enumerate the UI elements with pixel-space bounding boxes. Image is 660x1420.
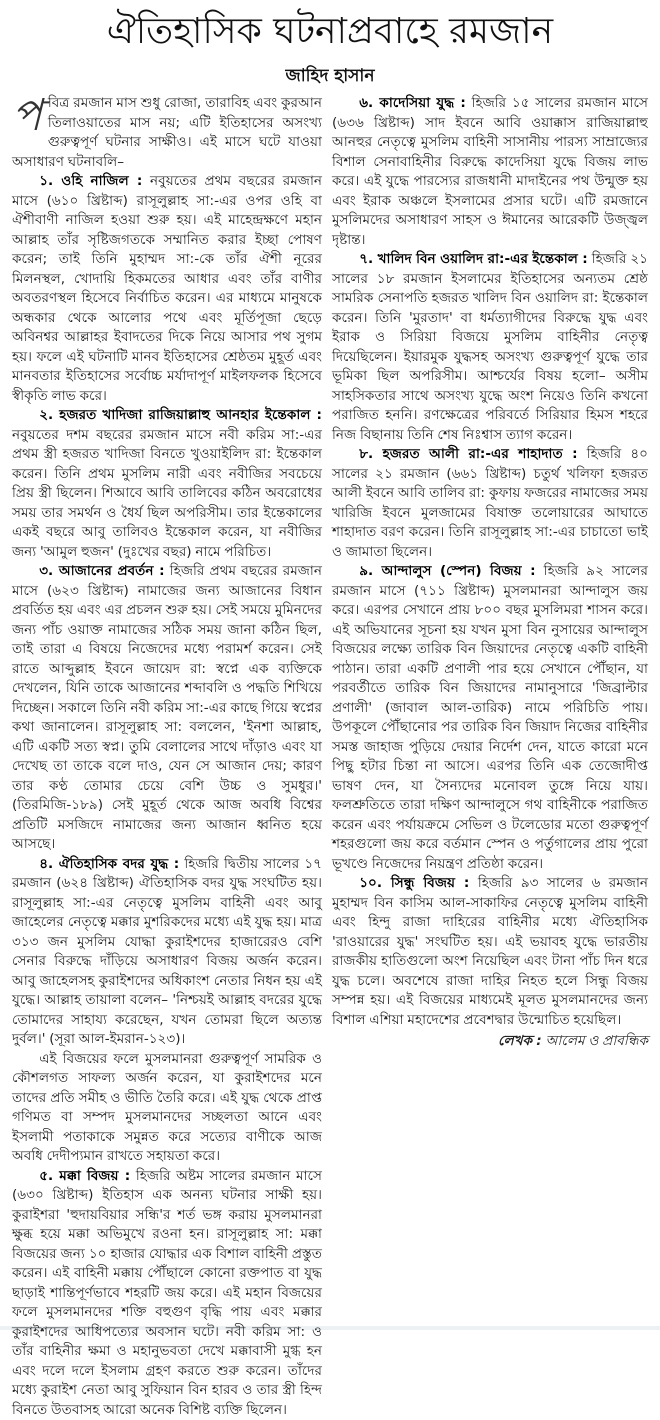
section-heading: ২. হজরত খাদিজা রাজিয়াল্লাহু আনহার ইন্তেকাল : [39, 407, 322, 423]
section-4 [12, 855, 322, 1050]
section-heading: ৪. ঐতিহাসিক বদর যুদ্ধ : [39, 856, 179, 872]
section-heading: ৩. আজানের প্রবর্তন : [39, 563, 164, 579]
section-4-continued [12, 1050, 322, 1167]
section-8 [332, 445, 648, 562]
section-2 [12, 406, 322, 562]
section-9 [332, 562, 648, 874]
section-heading: ৫. মক্কা বিজয় : [39, 1168, 130, 1184]
section-heading: ১. ওহি নাজিল : [39, 173, 142, 189]
section-3 [12, 562, 322, 855]
section-body: হিজরি অষ্টম সালের রমজান মাসে (৬৩০ খ্রিষ্টাব্দ) ইতিহাস এক অনন্য ঘটনার সাক্ষী হয়। কুরাইশরা 'হুদায়বিয়ার সন্ধি'র শর্ত ভঙ্গ করায় মুসলমানরা ক্ষুব্ধ হয়ে মক্কা অভিমুখে রওনা হন। রাসূলুল্লাহ সা: মক্কা বিজয়ের জন্য ১০ হাজার যোদ্ধার এক বিশাল বাহিনী প্রস্তুত করেন। এই বাহিনী মক্কায় পৌঁছালে কোনো রক্তপাত বা যুদ্ধ ছাড়াই শান্তিপূর্ণভাবে শহরটি জয় করে। এই মহান বিজয়ের ফলে মুসলমানদের শক্তি বহুগুণ বৃদ্ধি পায় এবং মক্কার কুরাইশদের আধিপত্যের অবসান ঘটে। নবী করিম সা: ও তাঁর বাহিনীর ক্ষমা ও মহানুভবতা দেখে মক্কাবাসী মুগ্ধ হন এবং দলে দলে ইসলাম গ্রহণ করতে শুরু করেন। তাঁদের মধ্যে কুরাইশ নেতা আবু সুফিয়ান বিন হারব ও তার স্ত্রী হিন্দ বিনতে উতবাসহ আরো অনেক বিশিষ্ট ব্যক্তি ছিলেন। [12, 1168, 322, 1418]
intro-text: বিত্র রমজান মাস শুধু রোজা, তারাবিহ এবং কুরআন তিলাওয়াতের মাস নয়; এটি ইতিহাসের অসংখ্য গুরুত্বপূর্ণ ঘটনার সাক্ষীও। এই মাসে ঘটে যাওয়া অসাধারণ ঘটনাবলি– [12, 95, 322, 170]
section-heading: ৭. খালিদ বিন ওয়ালিদ রা:-এর ইন্তেকাল : [359, 251, 588, 267]
section-body: হিজরি ১৫ সালের রমজান মাসে (৬৩৬ খ্রিষ্টাব্দ) সাদ ইবনে আবি ওয়াক্কাস রাজিয়াল্লাহু আনহুর নেতৃত্বে মুসলিম বাহিনী সাসানীয় পারস্য সাম্রাজ্যের বিশাল সেনাবাহিনীর বিরুদ্ধে কাদেসিয়া যুদ্ধে বিজয় লাভ করে। এই যুদ্ধে পারস্যের রাজধানী মাদাইনের পথ উন্মুক্ত হয় এবং ইরাক অঞ্চলে ইসলামের প্রসার ঘটে। এটি রমজানে মুসলিমদের অসাধারণ সাহস ও ঈমানের আরেকটি উজ্জ্বল দৃষ্টান্ত। [332, 95, 648, 248]
section-body: হিজরি ২১ সালের ১৮ রমজান ইসলামের ইতিহাসের অন্যতম শ্রেষ্ঠ সামরিক সেনাপতি হজরত খালিদ বিন ওয়ালিদ রা: ইন্তেকাল করেন। তিনি 'মুরতাদ' বা ধর্মত্যাগীদের বিরুদ্ধে যুদ্ধ এবং ইরাক ও সিরিয়া বিজয়ে মুসলিম বাহিনীর নেতৃত্ব দিয়েছিলেন। ইয়ারমুক যুদ্ধসহ অসংখ্য গুরুত্বপূর্ণ যুদ্ধে তার ভূমিকা ছিল অপরিসীম। আশ্চর্যের বিষয় হলো– অসীম সাহসিকতার সাথে অসংখ্য যুদ্ধে অংশ নিয়েও তিনি কখনো পরাজিত হননি। রণক্ষেত্রের পরিবর্তে সিরিয়ার হিমস শহরে নিজ বিছানায় তিনি শেষ নিঃশ্বাস ত্যাগ করেন। [332, 251, 648, 443]
byline-text: আলেম ও প্রাবন্ধিক [542, 1033, 648, 1049]
drop-cap: প [12, 96, 42, 136]
author-name: জাহিদ হাসান [0, 64, 660, 88]
section-body: হিজরি ৪০ সালের ২১ রমজান (৬৬১ খ্রিষ্টাব্দ) চতুর্থ খলিফা হজরত আলী ইবনে আবি তালিব রা: কুফায় ফজরের নামাজের সময় খারিজি ইবনে মুলজামের বিষাক্ত তলোয়ারের আঘাতে শাহাদাত বরণ করেন। তিনি রাসূলুল্লাহ সা:-এর চাচাতো ভাই ও জামাতা ছিলেন। [332, 446, 648, 560]
article-column-left [12, 94, 322, 1420]
intro-paragraph [12, 94, 322, 172]
section-body: এই বিজয়ের ফলে মুসলমানরা গুরুত্বপূর্ণ সামরিক ও কৌশলগত সাফল্য অর্জন করেন, যা কুরাইশদের মনে তাদের প্রতি সমীহ ও ভীতি তৈরি করে। এই যুদ্ধ থেকে প্রাপ্ত গণিমত বা সম্পদ মুসলমানদের সচ্ছলতা আনে এবং ইসলামী পতাকাকে সমুন্নত করে সত্যের বাণীকে আজ অবধি দেদীপ্যমান রাখতে সহায়তা করে। [12, 1051, 322, 1165]
section-6 [332, 94, 648, 250]
section-heading: ৯. আন্দালুস (স্পেন) বিজয় : [359, 563, 535, 579]
section-5 [12, 1167, 322, 1420]
section-body: হিজরি ৯৩ সালের ৬ রমজান মুহাম্মদ বিন কাসিম আল-সাকাফির নেতৃত্বে মুসলিম বাহিনী এবং হিন্দু রাজা দাহিরের বাহিনীর মধ্যে ঐতিহাসিক 'রাওয়ারের যুদ্ধ' সংঘটিত হয়। এই ভয়াবহ যুদ্ধে ভারতীয় রাজকীয় হাতিগুলো অংশ নিয়েছিল এবং টানা পাঁচ দিন ধরে যুদ্ধ চলে। অবশেষে রাজা দাহির নিহত হলে সিন্ধু বিজয় সম্পন্ন হয়। এই বিজয়ের মাধ্যমেই মূলত মুসলমানদের জন্য বিশাল এশিয়া মহাদেশের প্রবেশদ্বার উন্মোচিত হয়েছিল। [332, 875, 648, 1028]
section-7 [332, 250, 648, 445]
article-title: ঐতিহাসিক ঘটনাপ্রবাহে রমজান [0, 6, 660, 58]
section-10 [332, 874, 648, 1030]
article-column-right [332, 94, 648, 1052]
author-byline [332, 1032, 648, 1052]
section-heading: ১০. সিন্ধু বিজয় : [359, 875, 469, 891]
section-body: হিজরি ৯২ সালের রমজান মাসে (৭১১ খ্রিষ্টাব্দ) মুসলমানরা আন্দালুস জয় করে। এরপর সেখানে প্রায় ৮০০ বছর মুসলিমরা শাসন করে। এই অভিযানের সূচনা হয় যখন মুসা বিন নুসায়ের আন্দালুস বিজয়ের লক্ষ্যে তারিক বিন জিয়াদের নেতৃত্বে একটি বাহিনী পাঠান। তারা একটি প্রণালী পার হয়ে সেখানে পৌঁছান, যা পরবর্তীতে তারিক বিন জিয়াদের নামানুসারে 'জিব্রাল্টার প্রণালী' (জাবাল আল-তারিক) নামে পরিচিতি পায়। উপকূলে পৌঁছানোর পর তারিক বিন জিয়াদ নিজের বাহিনীর সমস্ত জাহাজ পুড়িয়ে দেয়ার নির্দেশ দেন, যাতে কারো মনে পিছু হটার চিন্তা না আসে। এরপর তিনি এক তেজোদীপ্ত ভাষণ দেন, যা সৈন্যদের মনোবল তুঙ্গে নিয়ে যায়। ফলশ্রুতিতে তারা দক্ষিণ আন্দালুসে গথ বাহিনীকে পরাজিত করেন এবং পর্যায়ক্রমে সেভিল ও টলেডোর মতো গুরুত্বপূর্ণ শহরগুলো জয় করে বর্তমান স্পেন ও পর্তুগালের প্রায় পুরো ভূখণ্ডে নিজেদের নিয়ন্ত্রণ প্রতিষ্ঠা করেন। [332, 563, 648, 872]
section-body: নবুয়তের প্রথম বছরের রমজান মাসে (৬১০ খ্রিষ্টাব্দ) রাসূলুল্লাহ সা:-এর ওপর ওহি বা ঐশীবাণী নাজিল হওয়া শুরু হয়। এই মাহেন্দ্রক্ষণে মহান আল্লাহ তাঁর সৃষ্টিজগতকে সম্মানিত করার ইচ্ছা পোষণ করেন; তাই তিনি মুহাম্মদ সা:-কে তাঁর ঐশী নূরের মিলনস্থল, খোদায়ি হিকমতের আধার এবং তাঁর বাণীর অবতরণস্থল হিসেবে নির্বাচিত করেন। এর মাধ্যমে মানুষকে অন্ধকার থেকে আলোর পথে এবং মূর্তিপূজা ছেড়ে অবিনশ্বর আল্লাহর ইবাদতের দিকে নিয়ে আসার পথ সুগম হয়। ফলে এই ঘটনাটি মানব ইতিহাসের শ্রেষ্ঠতম মুহূর্ত এবং মানবতার ইতিহাসের সর্বোচ্চ মর্যাদাপূর্ণ মাইলফলক হিসেবে স্বীকৃতি লাভ করে। [12, 173, 322, 404]
section-body: হিজরি দ্বিতীয় সালের ১৭ রমজান (৬২৪ খ্রিষ্টাব্দ) ঐতিহাসিক বদর যুদ্ধ সংঘটিত হয়। রাসূলুল্লাহ সা:-এর নেতৃত্বে মুসলিম বাহিনী এবং আবু জাহেলের নেতৃত্বে মক্কার মুশরিকদের মধ্যে এই যুদ্ধ হয়। মাত্র ৩১৩ জন মুসলিম যোদ্ধা কুরাইশদের হাজারেরও বেশি সেনার বিরুদ্ধে দাঁড়িয়ে অসাধারণ বিজয় অর্জন করেন। আবু জাহেলসহ কুরাইশদের অধিকাংশ নেতার নিধন হয় এই যুদ্ধে। আল্লাহ তায়ালা বলেন– 'নিশ্চয়ই আল্লাহ বদরের যুদ্ধে তোমাদের সাহায্য করেছেন, যখন তোমরা ছিলে অত্যন্ত দুর্বল।' (সূরা আল-ইমরান-১২৩)। [12, 856, 322, 1048]
section-1 [12, 172, 322, 406]
section-heading: ৮. হজরত আলী রা:-এর শাহাদাত : [359, 446, 577, 462]
section-body: হিজরি প্রথম বছরের রমজান মাসে (৬২৩ খ্রিষ্টাব্দ) নামাজের জন্য আজানের বিধান প্রবর্তিত হয় এবং এর প্রচলন শুরু হয়। সেই সময়ে মুমিনদের জন্য পাঁচ ওয়াক্ত নামাজের সঠিক সময় জানা কঠিন ছিল, তাই তারা এ বিষয়ে নিজেদের মধ্যে পরামর্শ করেন। সেই রাতে আব্দুল্লাহ ইবনে জায়েদ রা: স্বপ্নে এক ব্যক্তিকে দেখলেন, যিনি তাকে আজানের শব্দাবলি ও পদ্ধতি শিখিয়ে দিচ্ছেন। সকালে তিনি নবী করিম সা:-এর কাছে গিয়ে স্বপ্নের কথা জানালেন। রাসূলুল্লাহ সা: বললেন, 'ইনশা আল্লাহ, এটি একটি সত্য স্বপ্ন। তুমি বেলালের সাথে দাঁড়াও এবং যা দেখেছ তা তাকে বলে দাও, যেন সে আজান দেয়; কারণ তার কণ্ঠ তোমার চেয়ে বেশি উচ্চ ও সুমধুর।' (তিরমিজি-১৮৯) সেই মুহূর্ত থেকে আজ অবধি বিশ্বের প্রতিটি মসজিদে নামাজের জন্য আজান ধ্বনিত হয়ে আসছে। [12, 563, 322, 852]
section-body: নবুয়তের দশম বছরের রমজান মাসে নবী করিম সা:-এর প্রথম স্ত্রী হজরত খাদিজা বিনতে খুওয়াইলিদ রা: ইন্তেকাল করেন। তিনি প্রথম মুসলিম নারী এবং নবীজির সবচেয়ে প্রিয় স্ত্রী ছিলেন। শিআবে আবি তালিবের কঠিন অবরোধের সময় তার সমর্থন ও ধৈর্য ছিল অপরিসীম। তার ইন্তেকালের একই বছরে আবু তালিবও ইন্তেকাল করেন, যা নবীজির জন্য 'আমুল হুজন' (দুঃখের বছর) নামে পরিচিত। [12, 427, 322, 560]
byline-label: লেখক : [498, 1033, 542, 1049]
section-heading: ৬. কাদেসিয়া যুদ্ধ : [359, 95, 466, 111]
